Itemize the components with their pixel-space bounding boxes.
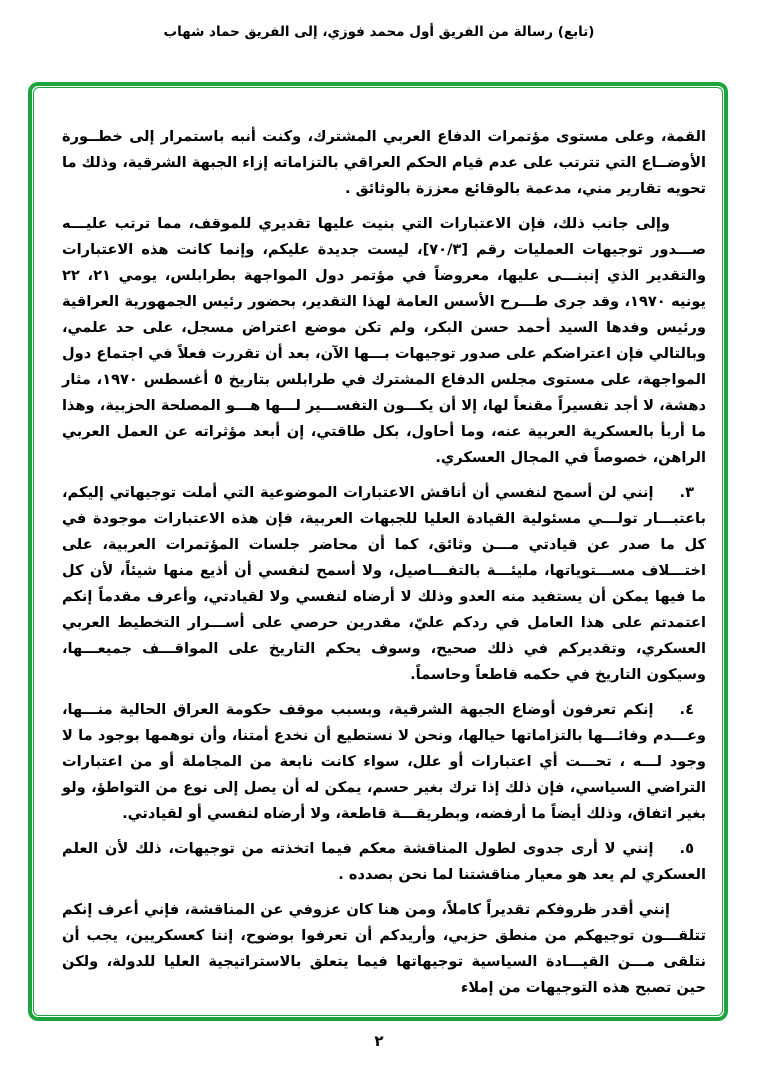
paragraph-continuation: القمة، وعلى مستوى مؤتمرات الدفاع العربي المشترك، وكنت أنبه باستمرار إلى خطــورة الأوضــاع التي تترتب على عدم قيام الحكم العراقي بالتزاماته إزاء الجبهة الشرقية، وذلك ما تحويه تقارير مني، مدعمة بالوقائع معززة بالوثائق . [62,128,706,197]
paragraph-closing: إنني أقدر ظروفكم تقديراً كاملاً، ومن هنا كان عزوفي عن المناقشة، فإني أعرف إنكم تتلقـــون توجيهكم من منطق حزبي، وأريدكم أن تعرفوا بوضوح، إننا كعسكريين، يجب أن نتلقى مـــن القيـــادة السياسية توجيهاتها فيما يتعلق بالاستراتيجية العليا للدولة، ولكن حين تصبح هذه التوجيهات من إملاء [62,901,706,996]
numbered-item-4 [62,697,706,827]
page-header-title: (تابع) رسالة من الفريق أول محمد فوزي، إلى الفريق حماد شهاب [163,24,595,40]
item-number-3: ٣. [679,484,694,501]
green-border-inner-line [33,87,723,1016]
item-number-5: ٥. [679,840,694,857]
numbered-item-5 [62,836,706,888]
item-text-5: إنني لا أرى جدوى لطول المناقشة معكم فيما اتخذته من توجيهات، ذلك لأن العلم العسكري لم يعد هو معيار مناقشتنا لما نحن بصدده . [62,840,706,883]
paragraph-considerations: وإلى جانب ذلك، فإن الاعتبارات التي بنيت عليها تقديري للموقف، مما ترتب عليـــه صـــدور توجيهات العمليات رقم [٧٠/٣]، ليست جديدة عليكم، وإنما كانت هذه الاعتبارات والتقدير الذي إنبنـــى عليها، معروضاً في مؤتمر دول المواجهة بطرابلس، يومي ٢١، ٢٢ يونيه ١٩٧٠، وقد جرى طـــرح الأسس العامة لهذا التقدير، بحضور رئيس الجمهورية العراقية ورئيس وفدها السيد أحمد حسن البكر، ولم تكن موضع اعتراض مسجل، على حد علمي، وبالتالي فإن اعتراضكم على صدور توجيهات بـــها الآن، بعد أن تقررت فعلاً في اجتماع دول المواجهة، على مستوى مجلس الدفاع المشترك في طرابلس بتاريخ ٥ أغسطس ١٩٧٠، مثار دهشة، لا أجد تفسيراً مقنعاً لها، إلا أن يكـــون التفســـير لـــها هـــو المصلحة الحزبية، وهذا ما أربأ بالعسكرية العربية عنه، وما أحاول، بكل طاقتي، إن أبعد مؤثراته عن العمل العربي الراهن، خصوصاً في المجال العسكري. [62,215,707,466]
letter-body [34,88,722,1015]
page-number: ٢ [374,1032,384,1050]
item-text-4: إنكم تعرفون أوضاع الجبهة الشرقية، وبسبب موقف حكومة العراق الحالية منـــها، وعـــدم وفائـــها بالتزاماتها حيالها، ونحن لا نستطيع أن نخدع أمتنا، وأن نوهمها بوجود ما لا وجود لـــه ، تحـــت أي اعتبارات أو علل، سواء كانت نابعة من المجاملة أو من اعتبارات التراضي السياسي، فإن ذلك إذا ترك بغير حسم، يمكن له أن يصل إلى نوع من التواطؤ، ولو بغير اتفاق، وذلك أيضاً ما أرفضه، وبطريقـــة قاطعة، ولا أرضاه لنفسي أو لقيادتي. [62,701,706,822]
numbered-item-3 [62,480,706,688]
item-number-4: ٤. [679,701,694,718]
item-text-3: إنني لن أسمح لنفسي أن أناقش الاعتبارات الموضوعية التي أملت توجيهاتي إليكم، باعتبـــار تولـــي مسئولية القيادة العليا للجبهات العربية، فإن هذه الاعتبارات موجودة في كل ما صدر عن قيادتي مـــن وثائق، كما أن محاضر جلسات المؤتمرات العربية، على اختـــلاف مســـتوياتها، مليئـــة بالتفـــاصيل، ولا أسمح لنفسي أن أذيع منها شيئاً، لأن كل ما فيها يمكن أن يستفيد منه العدو وذلك لا أرضاه لنفسي ولا لقيادتي، وأعرف مقدماً إنكم اعتمدتم على هذا العامل في ردكم عليّ، مقدرين حرصي على أســـرار التخطيط العربي العسكري، وتقديركم في ذلك صحيح، وسوف يحكم التاريخ على المواقـــف جميعـــها، وسيكون التاريخ في حكمه قاطعاً وحاسماً. [62,484,706,683]
green-border-frame [28,82,728,1021]
